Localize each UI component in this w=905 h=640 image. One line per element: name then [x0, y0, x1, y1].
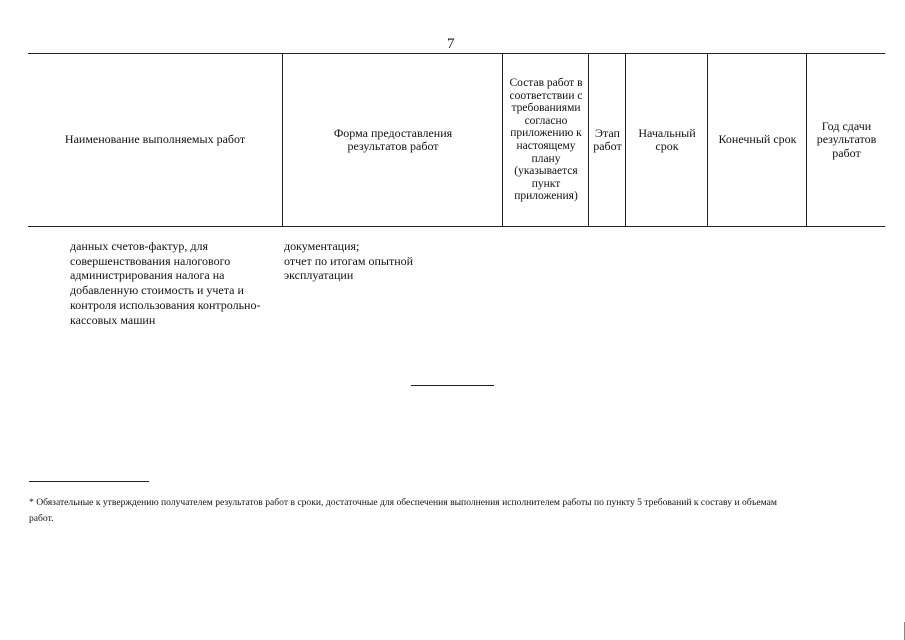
column-header-delivery-year [806, 54, 886, 226]
column-header-label: Наименование выполняемых работ [64, 132, 246, 147]
text-line: отчет по итогам опытной [284, 253, 414, 268]
column-header-stage [588, 54, 626, 226]
table-header [28, 53, 885, 227]
column-header-work-name [28, 54, 282, 226]
footnote-line: работ. [29, 513, 54, 524]
text-line: данных счетов-фактур, для [70, 239, 209, 253]
footnote-line: * Обязательные к утверждению получателем результатов работ в сроки, достаточные для обеспечения выполнения исполнителем работы по пункту 5 требований к составу и объемам [29, 497, 777, 508]
column-header-label: Форма предоставления результатов работ [333, 125, 453, 153]
footnote-separator [29, 481, 149, 482]
section-end-rule [411, 385, 494, 386]
column-header-label: Начальный срок [638, 125, 696, 153]
column-header-label: Этап работ [593, 125, 622, 153]
column-header-label: Год сдачи результатов работ [816, 118, 877, 160]
column-header-start-date [625, 54, 708, 226]
page-number: 7 [447, 36, 455, 52]
text-line: администрирования налога на [70, 268, 225, 283]
text-line: эксплуатации [284, 268, 354, 283]
column-header-label: Состав работ в соответствии с требованиями согласно приложению к настоящему плану (указывается пункт приложения) [509, 77, 583, 203]
work-name-cell [70, 239, 285, 327]
column-header-work-composition [502, 54, 589, 226]
footnote [29, 495, 879, 527]
column-header-result-form [282, 54, 503, 226]
column-header-end-date [707, 54, 807, 226]
text-line: добавленную стоимость и учета и [70, 283, 244, 298]
result-form-cell [284, 239, 474, 283]
text-line: кассовых машин [70, 312, 156, 327]
text-line: документация; [284, 239, 360, 253]
column-header-label: Конечный срок [718, 132, 797, 147]
text-line: совершенствования налогового [70, 253, 231, 268]
text-line: контроля использования контрольно- [70, 297, 261, 312]
